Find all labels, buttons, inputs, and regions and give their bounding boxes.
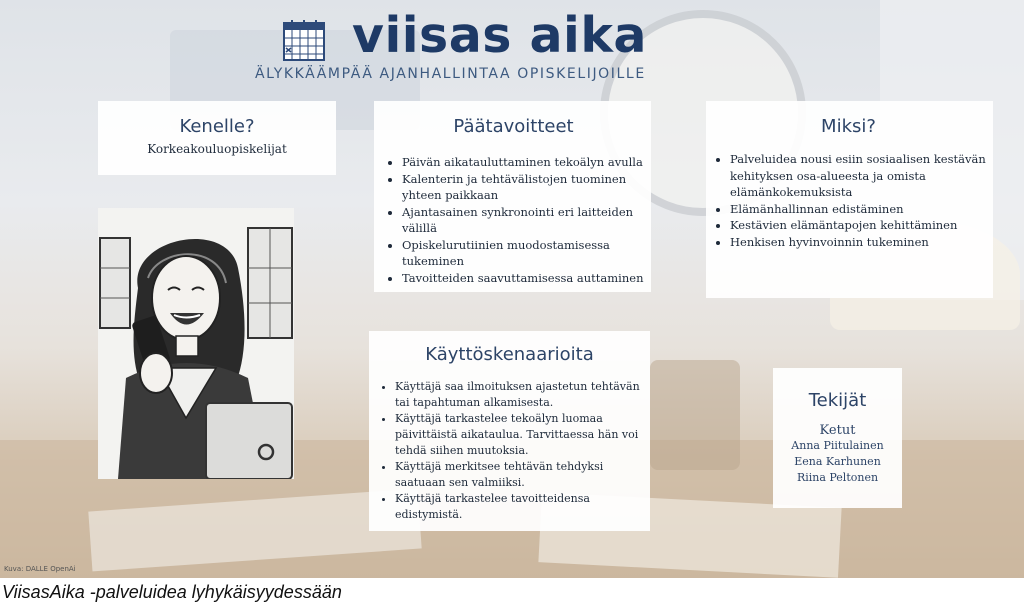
card-miksi: [706, 101, 993, 298]
card-title: Käyttöskenaarioita: [425, 344, 594, 365]
list-item: • Päivän aikatauluttaminen tekoälyn avulla: [402, 154, 645, 171]
scenarios-list: [375, 379, 644, 523]
team-name: Ketut: [819, 423, 856, 438]
card-tekijat: [773, 368, 902, 508]
team-member: Anna Piitulainen: [791, 439, 884, 452]
list-item: • Kalenterin ja tehtävälistojen tuominen yhteen paikkaan: [402, 171, 645, 204]
list-item: • Tavoitteiden saavuttamisessa auttaminen: [402, 270, 645, 287]
image-credit: Kuva: DALLE OpenAi: [4, 565, 76, 573]
list-item: • Käyttäjä saa ilmoituksen ajastetun tehtävän tai tapahtuman alkamisesta.: [395, 379, 644, 411]
brand-tagline: ÄLYKKÄÄMPÄÄ AJANHALLINTAA OPISKELIJOILLE: [255, 66, 646, 82]
card-paatavoitteet: [374, 101, 651, 292]
target-group-text: Korkeakouluopiskelijat: [147, 142, 287, 156]
card-title: Tekijät: [808, 390, 867, 411]
card-title: Päätavoitteet: [453, 116, 574, 137]
person-illustration: [98, 208, 294, 479]
background-pencil-cup: [650, 360, 740, 470]
card-title: Kenelle?: [179, 116, 255, 137]
list-item: • Elämänhallinnan edistäminen: [730, 201, 987, 218]
list-item: • Opiskelurutiinien muodostamisessa tukeminen: [402, 237, 645, 270]
goals-list: [382, 154, 645, 286]
list-item: • Henkisen hyvinvoinnin tukeminen: [730, 234, 987, 251]
card-kayttoskenaarioita: [369, 331, 650, 531]
list-item: • Ajantasainen synkronointi eri laitteiden välillä: [402, 204, 645, 237]
card-title: Miksi?: [821, 116, 876, 137]
list-item: • Käyttäjä tarkastelee tekoälyn luomaa päivittäistä aikataulua. Tarvittaessa hän voi tehdä siihen muutoksia.: [395, 411, 644, 459]
figure-caption: ViisasAika -palveluidea lyhykäisyydessään: [2, 582, 342, 602]
card-kenelle: [98, 101, 336, 175]
list-item: • Kestävien elämäntapojen kehittäminen: [730, 217, 987, 234]
team-member: Eena Karhunen: [794, 455, 881, 468]
list-item: • Käyttäjä merkitsee tehtävän tehdyksi saatuaan sen valmiiksi.: [395, 459, 644, 491]
list-item: • Palveluidea nousi esiin sosiaalisen kestävän kehityksen osa-alueesta ja omista elämänkokemuksista: [730, 151, 987, 201]
list-item: • Käyttäjä tarkastelee tavoitteidensa edistymistä.: [395, 491, 644, 523]
calendar-icon: [282, 18, 326, 62]
reasons-list: [710, 151, 987, 250]
brand-title: viisas aika: [352, 7, 648, 64]
team-member: Riina Peltonen: [796, 471, 879, 484]
